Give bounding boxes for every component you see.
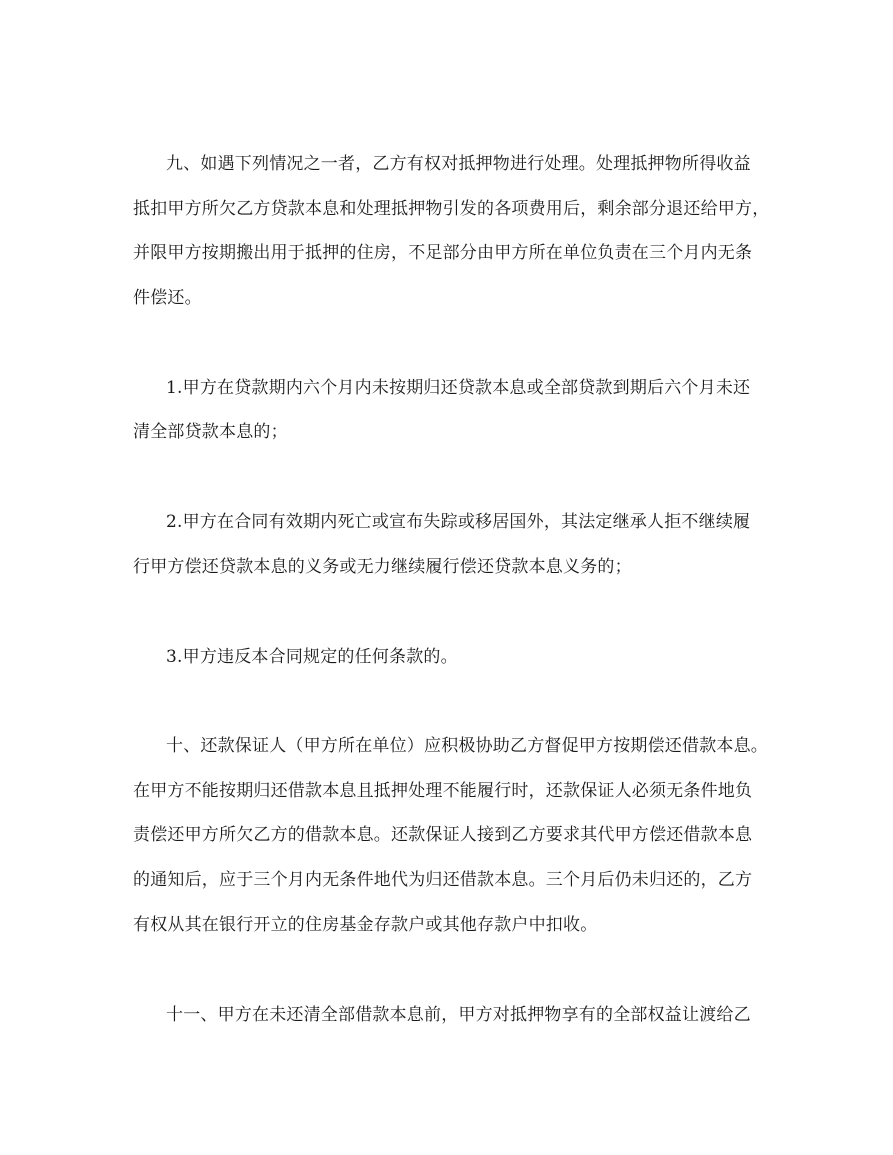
clause-9-line-3: 并限甲方按期搬出用于抵押的住房，不足部分由甲方所在单位负责在三个月内无条 xyxy=(133,243,753,263)
item-3-line-1: 3.甲方违反本合同规定的任何条款的。 xyxy=(166,647,458,667)
clause-10-line-5: 有权从其在银行开立的住房基金存款户或其他存款户中扣收。 xyxy=(133,915,598,935)
clause-9-line-4: 件偿还。 xyxy=(133,288,202,308)
clause-9-line-2: 抵扣甲方所欠乙方贷款本息和处理抵押物引发的各项费用后，剩余部分退还给甲方， xyxy=(133,199,770,219)
item-1-line-1: 1.甲方在贷款期内六个月内未按期归还贷款本息或全部贷款到期后六个月未还 xyxy=(166,378,751,398)
item-2-line-1: 2.甲方在合同有效期内死亡或宣布失踪或移居国外，其法定继承人拒不继续履 xyxy=(166,512,751,532)
clause-11-line-1: 十一、甲方在未还清全部借款本息前，甲方对抵押物享有的全部权益让渡给乙 xyxy=(166,1005,751,1025)
clause-9-line-1: 九、如遇下列情况之一者，乙方有权对抵押物进行处理。处理抵押物所得收益 xyxy=(166,154,751,174)
clause-10-line-2: 在甲方不能按期归还借款本息且抵押处理不能履行时，还款保证人必须无条件地负 xyxy=(133,781,753,801)
item-2-line-2: 行甲方偿还贷款本息的义务或无力继续履行偿还贷款本息义务的； xyxy=(133,557,632,577)
item-1-line-2: 清全部贷款本息的； xyxy=(133,422,288,442)
clause-10-line-3: 责偿还甲方所欠乙方的借款本息。还款保证人接到乙方要求其代甲方偿还借款本息 xyxy=(133,825,753,845)
clause-10-line-4: 的通知后，应于三个月内无条件地代为归还借款本息。三个月后仍未归还的，乙方 xyxy=(133,870,753,890)
clause-10-line-1: 十、还款保证人（甲方所在单位）应积极协助乙方督促甲方按期偿还借款本息。 xyxy=(166,736,768,756)
